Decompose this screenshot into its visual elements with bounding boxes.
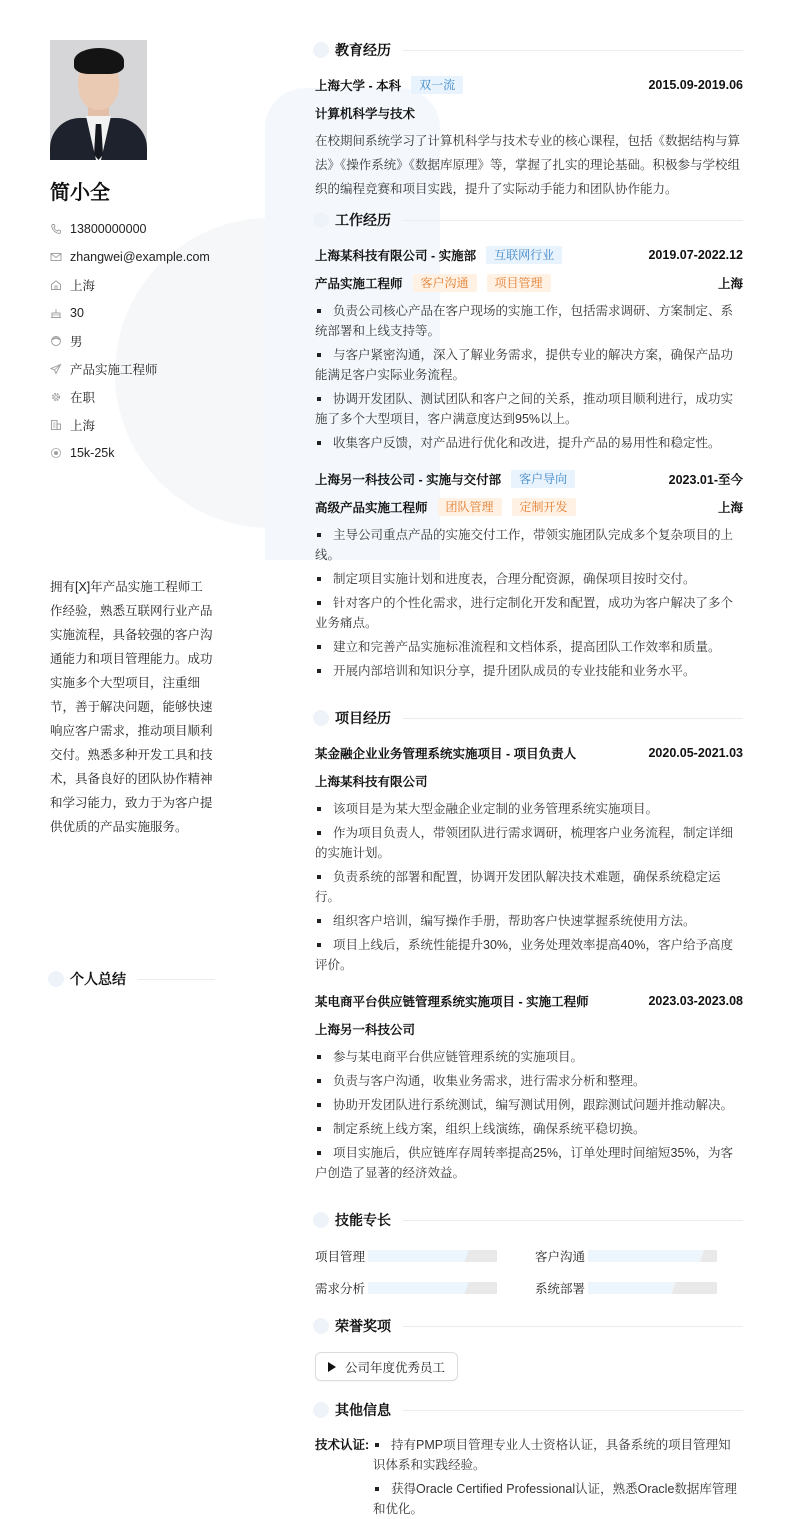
cake-icon	[50, 307, 62, 319]
paper-plane-icon	[50, 363, 62, 375]
bullet-item: 参与某电商平台供应链管理系统的实施项目。	[315, 1047, 743, 1067]
home-icon	[50, 279, 62, 291]
project-company: 上海另一科技公司	[315, 1023, 416, 1037]
industry-tag: 互联网行业	[486, 246, 562, 264]
bullet-icon	[317, 577, 321, 581]
skills-section-header	[315, 1210, 743, 1230]
bullet-icon	[375, 1487, 379, 1491]
skill-item: 客户沟通	[535, 1242, 743, 1270]
info-gender: 男	[50, 327, 215, 355]
bullet-icon	[317, 669, 321, 673]
work-item	[315, 465, 743, 681]
play-triangle-icon	[328, 1362, 336, 1372]
project-name: 某电商平台供应链管理系统实施项目 - 实施工程师	[315, 995, 589, 1009]
skill-tag: 客户沟通	[413, 274, 477, 292]
work-date: 2023.01-至今	[668, 473, 743, 487]
skill-bar-fill	[588, 1282, 676, 1294]
gear-icon	[50, 391, 62, 403]
section-dot-icon	[48, 971, 64, 987]
other-section-header	[315, 1400, 743, 1420]
bullet-icon	[317, 1055, 321, 1059]
section-dot-icon	[313, 1318, 329, 1334]
work-item	[315, 241, 743, 453]
bullet-icon	[317, 441, 321, 445]
bullet-icon	[317, 397, 321, 401]
skill-bar-fill	[368, 1250, 469, 1262]
info-location: 上海	[50, 271, 215, 299]
project-date: 2023.03-2023.08	[648, 994, 743, 1008]
awards-section	[315, 1316, 743, 1381]
bullet-item: 建立和完善产品实施标准流程和文档体系，提高团队工作效率和质量。	[315, 637, 743, 657]
info-phone: 13800000000	[50, 215, 215, 243]
skill-bar-fill	[368, 1282, 469, 1294]
target-icon	[50, 447, 62, 459]
skills-grid	[315, 1242, 743, 1302]
avatar-photo	[50, 40, 147, 160]
skill-tag: 项目管理	[487, 274, 551, 292]
skill-bar	[588, 1282, 717, 1294]
skill-item: 系统部署	[535, 1274, 743, 1302]
info-city: 上海	[50, 411, 215, 439]
bullet-item: 协助开发团队进行系统测试，编写测试用例，跟踪测试问题并推动解决。	[315, 1095, 743, 1115]
other-title: 其他信息	[335, 1402, 391, 1418]
school-tag: 双一流	[411, 76, 463, 94]
divider	[403, 1220, 743, 1221]
bullet-icon	[317, 1151, 321, 1155]
work-section	[315, 210, 743, 681]
company-name: 上海某科技有限公司 - 实施部	[315, 249, 477, 263]
projects-section	[315, 708, 743, 1183]
info-salary: 15k-25k	[50, 439, 215, 467]
summary-section-header	[50, 969, 215, 989]
section-dot-icon	[313, 710, 329, 726]
divider	[138, 979, 215, 980]
bullet-icon	[317, 1079, 321, 1083]
awards-title: 荣誉奖项	[335, 1318, 391, 1334]
bullet-item: 项目实施后，供应链库存周转率提高25%，订单处理时间缩短35%，为客户创造了显著的经济效益。	[315, 1146, 734, 1180]
info-age: 30	[50, 299, 215, 327]
mail-icon	[50, 251, 62, 263]
skills-section	[315, 1210, 743, 1302]
bullet-icon	[317, 353, 321, 357]
role-title: 产品实施工程师	[315, 277, 403, 291]
section-dot-icon	[313, 1402, 329, 1418]
main-content	[315, 40, 743, 1519]
summary-title: 个人总结	[70, 971, 126, 987]
section-dot-icon	[313, 1212, 329, 1228]
bullet-icon	[317, 875, 321, 879]
bullet-icon	[317, 309, 321, 313]
awards-section-header	[315, 1316, 743, 1336]
bullet-item: 组织客户培训，编写操作手册，帮助客户快速掌握系统使用方法。	[315, 911, 743, 931]
divider	[403, 1326, 743, 1327]
project-name: 某金融企业业务管理系统实施项目 - 项目负责人	[315, 747, 577, 761]
education-description: 在校期间系统学习了计算机科学与技术专业的核心课程，包括《数据结构与算法》《操作系统》《数据库原理》等，掌握了扎实的理论基础。积极参与学校组织的编程竞赛和项目实践，提升了实际动手能力和团队协作能力。	[315, 134, 741, 196]
work-location: 上海	[717, 501, 743, 515]
bullet-icon	[375, 1443, 379, 1447]
info-email: zhangwei@example.com	[50, 243, 215, 271]
bullet-item: 负责系统的部署和配置，协调开发团队解决技术难题，确保系统稳定运行。	[315, 870, 721, 904]
bullet-item: 收集客户反馈，对产品进行优化和改进，提升产品的易用性和稳定性。	[315, 433, 743, 453]
work-date: 2019.07-2022.12	[648, 248, 743, 262]
bullet-icon	[317, 919, 321, 923]
role-title: 高级产品实施工程师	[315, 501, 428, 515]
divider	[403, 50, 743, 51]
industry-tag: 客户导向	[511, 470, 575, 488]
education-title: 教育经历	[335, 42, 391, 58]
bullet-item: 与客户紧密沟通，深入了解业务需求，提供专业的解决方案，确保产品功能满足客户实际业务流程。	[315, 348, 734, 382]
bullet-icon	[317, 831, 321, 835]
contact-info-list	[50, 215, 215, 467]
bullet-item: 作为项目负责人，带领团队进行需求调研，梳理客户业务流程，制定详细的实施计划。	[315, 826, 734, 860]
bullet-icon	[317, 645, 321, 649]
bullet-item: 负责公司核心产品在客户现场的实施工作，包括需求调研、方案制定、系统部署和上线支持等。	[315, 304, 734, 338]
bullet-item: 协调开发团队、测试团队和客户之间的关系，推动项目顺利进行，成功实施了多个大型项目，客户满意度达到95%以上。	[315, 392, 734, 426]
gender-icon	[50, 335, 62, 347]
sidebar	[50, 40, 215, 987]
project-item	[315, 739, 743, 975]
skill-tag: 定制开发	[512, 498, 576, 516]
summary-text: 拥有[X]年产品实施工程师工作经验，熟悉互联网行业产品实施流程，具备较强的客户沟通能力和项目管理能力。成功实施多个大型项目，注重细节，善于解决问题，能够快速响应客户需求，推动项目顺利交付。熟悉多种开发工具和技术，具备良好的团队协作精神和学习能力，致力于为客户提供优质的产品实施服务。	[50, 580, 213, 834]
bullet-icon	[317, 807, 321, 811]
project-date: 2020.05-2021.03	[648, 746, 743, 760]
bullet-item: 该项目是为某大型金融企业定制的业务管理系统实施项目。	[315, 799, 743, 819]
skill-item: 需求分析	[315, 1274, 535, 1302]
section-dot-icon	[313, 212, 329, 228]
education-section-header	[315, 40, 743, 60]
bullet-item: 主导公司重点产品的实施交付工作，带领实施团队完成多个复杂项目的上线。	[315, 528, 734, 562]
education-date: 2015.09-2019.06	[648, 78, 743, 92]
divider	[403, 220, 743, 221]
other-section	[315, 1400, 743, 1519]
project-item	[315, 987, 743, 1183]
skills-title: 技能专长	[335, 1212, 391, 1228]
work-section-header	[315, 210, 743, 230]
work-location: 上海	[717, 277, 743, 291]
divider	[403, 718, 743, 719]
bullet-item: 持有PMP项目管理专业人士资格认证，具备系统的项目管理知识体系和实践经验。	[373, 1438, 731, 1472]
education-row	[315, 71, 743, 99]
project-company: 上海某科技有限公司	[315, 775, 428, 789]
bullet-icon	[317, 1103, 321, 1107]
divider	[403, 1410, 743, 1411]
bullet-item: 负责与客户沟通，收集业务需求，进行需求分析和整理。	[315, 1071, 743, 1091]
bullet-icon	[317, 943, 321, 947]
award-item-button[interactable]: 公司年度优秀员工	[315, 1352, 458, 1381]
major: 计算机科学与技术	[315, 107, 416, 121]
section-dot-icon	[313, 42, 329, 58]
projects-section-header	[315, 708, 743, 728]
bullet-item: 开展内部培训和知识分享，提升团队成员的专业技能和业务水平。	[315, 661, 743, 681]
phone-icon	[50, 223, 62, 235]
skill-bar	[588, 1250, 717, 1262]
bullet-item: 制定系统上线方案，组织上线演练，确保系统平稳切换。	[315, 1119, 743, 1139]
bullet-icon	[317, 533, 321, 537]
skill-bar	[368, 1282, 497, 1294]
candidate-name: 简小全	[50, 182, 110, 204]
education-section	[315, 40, 743, 201]
info-status: 在职	[50, 383, 215, 411]
company-name: 上海另一科技公司 - 实施与交付部	[315, 473, 502, 487]
skill-item: 项目管理	[315, 1242, 535, 1270]
building-icon	[50, 419, 62, 431]
bullet-icon	[317, 601, 321, 605]
bullet-item: 制定项目实施计划和进度表，合理分配资源，确保项目按时交付。	[315, 569, 743, 589]
certifications-row	[315, 1435, 743, 1519]
certifications-label: 技术认证:	[315, 1438, 370, 1452]
bullet-item: 针对客户的个性化需求，进行定制化开发和配置，成功为客户解决了多个业务痛点。	[315, 596, 734, 630]
skill-bar-fill	[588, 1250, 704, 1262]
bullet-icon	[317, 1127, 321, 1131]
work-title: 工作经历	[335, 212, 391, 228]
school-name: 上海大学 - 本科	[315, 79, 402, 93]
bullet-item: 获得Oracle Certified Professional认证，熟悉Oracle数据库管理和优化。	[373, 1482, 737, 1516]
bullet-item: 项目上线后，系统性能提升30%，业务处理效率提高40%，客户给予高度评价。	[315, 938, 734, 972]
projects-title: 项目经历	[335, 710, 391, 726]
skill-bar	[368, 1250, 497, 1262]
skill-tag: 团队管理	[438, 498, 502, 516]
info-job-title: 产品实施工程师	[50, 355, 215, 383]
